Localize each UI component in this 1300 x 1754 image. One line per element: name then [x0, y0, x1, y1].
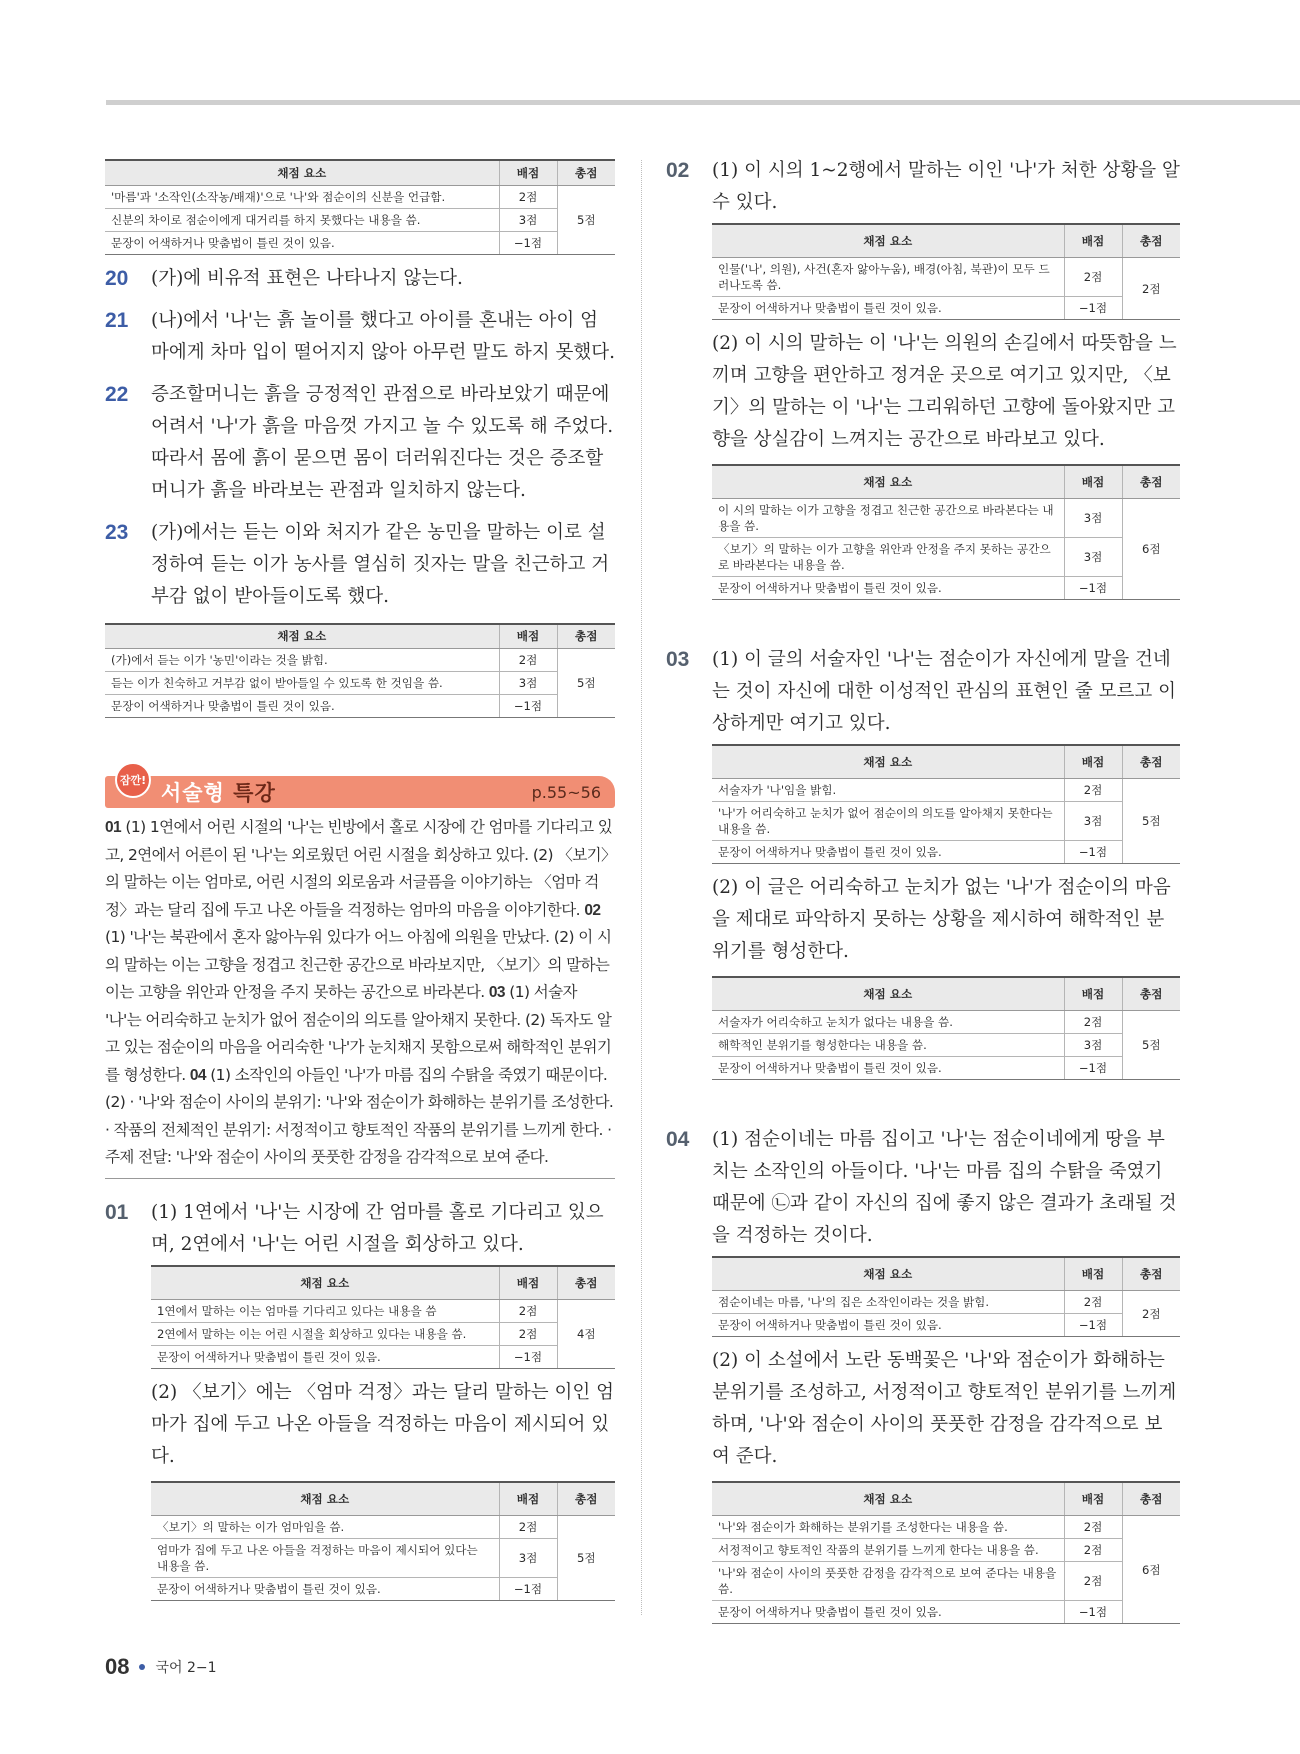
criteria-cell: (가)에서 듣는 이가 '농민'이라는 것을 밝힘.	[105, 649, 499, 672]
header-total: 총점	[557, 160, 615, 185]
header-criteria: 채점 요소	[151, 1482, 499, 1516]
answer-20	[105, 263, 615, 295]
score-table-04-1	[712, 1256, 1180, 1337]
criteria-cell: 〈보기〉의 말하는 이가 엄마임을 씀.	[151, 1515, 499, 1538]
points-cell: −1점	[499, 695, 557, 718]
header-points: 배점	[499, 624, 557, 649]
answer-text: 증조할머니는 흙을 긍정적인 관점으로 바라보았기 때문에 어려서 '나'가 흙을 마음껏 가지고 놀 수 있도록 해 주었다. 따라서 몸에 흙이 묻으면 몸이 더러워진다는 것은 증조할머니가 흙을 바라보는 관점과 일치하지 않는다.	[151, 383, 614, 501]
table-row	[151, 1322, 615, 1345]
answer-01	[105, 1197, 615, 1609]
criteria-cell: 이 시의 말하는 이가 고향을 정겹고 친근한 공간으로 바라본다는 내용을 씀.	[712, 499, 1064, 538]
table-row	[712, 1291, 1180, 1314]
score-table-02-1	[712, 223, 1180, 320]
points-cell: −1점	[499, 1577, 557, 1600]
score-table-header	[712, 1257, 1180, 1291]
criteria-cell: 문장이 어색하거나 맞춤법이 틀린 것이 있음.	[712, 297, 1064, 320]
criteria-cell: 문장이 어색하거나 맞춤법이 틀린 것이 있음.	[151, 1345, 499, 1368]
table-row	[712, 802, 1180, 841]
points-cell: −1점	[499, 231, 557, 254]
score-table-02-2	[712, 464, 1180, 600]
criteria-cell: 점순이네는 마름, '나'의 집은 소작인이라는 것을 밝힘.	[712, 1291, 1064, 1314]
score-table-01-2	[151, 1481, 615, 1601]
answer-body	[712, 155, 1180, 608]
special-badge: 잠깐!	[115, 762, 151, 798]
table-row	[105, 695, 615, 718]
score-table-19	[105, 159, 615, 255]
header-criteria: 채점 요소	[712, 745, 1064, 779]
special-item-number: 02	[584, 901, 601, 919]
answer-21	[105, 305, 615, 369]
points-cell: 3점	[499, 208, 557, 231]
header-points: 배점	[499, 1482, 557, 1516]
header-total: 총점	[1122, 1257, 1180, 1291]
table-row	[105, 649, 615, 672]
score-table-01-1	[151, 1265, 615, 1369]
header-criteria: 채점 요소	[151, 1266, 499, 1300]
score-table-header	[105, 624, 615, 649]
points-cell: 2점	[499, 1515, 557, 1538]
table-row	[712, 1539, 1180, 1562]
score-table-03-1	[712, 744, 1180, 864]
criteria-cell: 인물('나', 의원), 사건(혼자 앓아누움), 배경(아침, 북관)이 모두 드러나도록 씀.	[712, 258, 1064, 297]
score-table-04-2	[712, 1481, 1180, 1624]
header-points: 배점	[1064, 1482, 1122, 1516]
answer-part-2: (2) 이 시의 말하는 이 '나'는 의원의 손길에서 따뜻함을 느끼며 고향을 편안하고 정겨운 곳으로 여기고 있지만, 〈보기〉의 말하는 이 '나'는 그리워하던 고향에 돌아왔지만 고향을 상실감이 느껴지는 공간으로 바라보고 있다.	[712, 333, 1177, 450]
answer-03	[666, 644, 1180, 1088]
criteria-cell: 듣는 이가 친숙하고 거부감 없이 받아들일 수 있도록 한 것임을 씀.	[105, 672, 499, 695]
points-cell: 3점	[499, 1538, 557, 1577]
question-number: 04	[666, 1128, 690, 1151]
criteria-cell: 해학적인 분위기를 형성한다는 내용을 씀.	[712, 1034, 1064, 1057]
answer-text: (가)에서는 듣는 이와 처지가 같은 농민을 말하는 이로 설정하여 듣는 이가 농사를 열심히 짓자는 말을 친근하고 거부감 없이 받아들이도록 했다.	[151, 521, 610, 607]
special-item-number: 01	[105, 819, 122, 836]
special-page-ref: p.55~56	[531, 782, 601, 802]
right-column	[666, 155, 1180, 1642]
score-table-header	[151, 1482, 615, 1516]
answer-text: (가)에 비유적 표현은 나타나지 않는다.	[151, 267, 463, 289]
criteria-cell: 문장이 어색하거나 맞춤법이 틀린 것이 있음.	[712, 841, 1064, 864]
special-title	[161, 777, 276, 807]
header-total: 총점	[1122, 224, 1180, 258]
score-table-header	[712, 224, 1180, 258]
header-criteria: 채점 요소	[105, 624, 499, 649]
special-item-text: (1) '나'는 북관에서 혼자 앓아누워 있다가 어느 아침에 의원을 만났다. (2) 이 시의 말하는 이는 고향을 정겹고 친근한 공간으로 바라보지만, 〈보기〉의 말하는 이는 고향을 위안과 안정을 주지 못하는 공간으로 바라본다.	[105, 928, 612, 1001]
left-column	[105, 155, 615, 1619]
points-cell: 3점	[1064, 499, 1122, 538]
points-cell: 2점	[1064, 1539, 1122, 1562]
criteria-cell: 신분의 차이로 점순이에게 대거리를 하지 못했다는 내용을 씀.	[105, 208, 499, 231]
criteria-cell: 서정적이고 향토적인 작품의 분위기를 느끼게 한다는 내용을 씀.	[712, 1539, 1064, 1562]
book-title: 국어 2−1	[155, 1660, 217, 1676]
top-rule	[106, 100, 1300, 105]
criteria-cell: 문장이 어색하거나 맞춤법이 틀린 것이 있음.	[151, 1577, 499, 1600]
table-row	[712, 297, 1180, 320]
total-cell: 2점	[1122, 258, 1180, 320]
score-table-header	[105, 160, 615, 185]
header-total: 총점	[557, 624, 615, 649]
points-cell: 2점	[1064, 1516, 1122, 1539]
criteria-cell: 엄마가 집에 두고 나온 아들을 걱정하는 마음이 제시되어 있다는 내용을 씀.	[151, 1538, 499, 1577]
criteria-cell: 서술자가 '나'임을 밝힘.	[712, 779, 1064, 802]
points-cell: 2점	[499, 1299, 557, 1322]
column-divider	[641, 160, 642, 1615]
score-table-header	[712, 745, 1180, 779]
points-cell: 2점	[1064, 779, 1122, 802]
bullet-dot-icon	[139, 1664, 145, 1670]
criteria-cell: 서술자가 어리숙하고 눈치가 없다는 내용을 씀.	[712, 1011, 1064, 1034]
table-row	[151, 1345, 615, 1368]
header-points: 배점	[499, 1266, 557, 1300]
table-row	[712, 1314, 1180, 1337]
question-number: 23	[105, 520, 129, 544]
score-table-header	[712, 977, 1180, 1011]
header-points: 배점	[499, 160, 557, 185]
criteria-cell: '나'가 어리숙하고 눈치가 없어 점순이의 의도를 알아채지 못한다는 내용을 씀.	[712, 802, 1064, 841]
header-criteria: 채점 요소	[712, 465, 1064, 499]
points-cell: −1점	[1064, 577, 1122, 600]
header-total: 총점	[1122, 977, 1180, 1011]
special-item-text: (1) 소작인의 아들인 '나'가 마름 집의 수탉을 죽였기 때문이다. (2) · '나'와 점순이 사이의 분위기: '나'와 점순이가 화해하는 분위기를 조성한다. · 작품의 전체적인 분위기: 서정적이고 향토적인 작품의 분위기를 느끼게 한다. · 주제 전달: '나'와 점순이 사이의 풋풋한 감정을 감각적으로 보여 준다.	[105, 1065, 614, 1166]
points-cell: −1점	[1064, 1601, 1122, 1624]
table-row	[105, 672, 615, 695]
header-criteria: 채점 요소	[712, 1482, 1064, 1516]
special-item-number: 04	[189, 1066, 206, 1084]
answer-body	[712, 1124, 1180, 1632]
answer-02	[666, 155, 1180, 608]
points-cell: 3점	[1064, 1034, 1122, 1057]
criteria-cell: 문장이 어색하거나 맞춤법이 틀린 것이 있음.	[105, 231, 499, 254]
header-points: 배점	[1064, 745, 1122, 779]
total-cell: 5점	[557, 649, 615, 718]
criteria-cell: 2연에서 말하는 이는 어린 시절을 회상하고 있다는 내용을 씀.	[151, 1322, 499, 1345]
question-number: 01	[105, 1200, 129, 1224]
table-row	[712, 1057, 1180, 1080]
answer-04	[666, 1124, 1180, 1632]
table-row	[151, 1538, 615, 1577]
answer-body	[712, 644, 1180, 1088]
score-table-23	[105, 623, 615, 719]
question-number: 21	[105, 308, 129, 332]
answer-part-2: (2) 이 소설에서 노란 동백꽃은 '나'와 점순이가 화해하는 분위기를 조성하고, 서정적이고 향토적인 분위기를 느끼게 하며, '나'와 점순이 사이의 풋풋한 감정을 감각적으로 보여 준다.	[712, 1350, 1177, 1467]
question-number: 20	[105, 266, 129, 290]
criteria-cell: 문장이 어색하거나 맞춤법이 틀린 것이 있음.	[712, 577, 1064, 600]
special-lecture-header	[105, 776, 615, 808]
header-criteria: 채점 요소	[712, 1257, 1064, 1291]
points-cell: −1점	[499, 1345, 557, 1368]
header-points: 배점	[1064, 1257, 1122, 1291]
table-row	[105, 208, 615, 231]
header-total: 총점	[1122, 465, 1180, 499]
total-cell: 5점	[557, 1515, 615, 1600]
criteria-cell: '마름'과 '소작인(소작농/배재)'으로 '나'와 점순이의 신분을 언급함.	[105, 185, 499, 208]
table-row	[151, 1577, 615, 1600]
points-cell: 2점	[1064, 258, 1122, 297]
table-row	[712, 1034, 1180, 1057]
table-row	[105, 185, 615, 208]
special-lecture-section	[105, 776, 615, 1179]
header-total: 총점	[1122, 745, 1180, 779]
criteria-cell: '나'와 점순이가 화해하는 분위기를 조성한다는 내용을 씀.	[712, 1516, 1064, 1539]
criteria-cell: 문장이 어색하거나 맞춤법이 틀린 것이 있음.	[712, 1601, 1064, 1624]
header-points: 배점	[1064, 465, 1122, 499]
points-cell: −1점	[1064, 297, 1122, 320]
special-title-a: 서술형	[161, 781, 225, 805]
special-item-text: (1) 서술자 '나'는 어리숙하고 눈치가 없어 점순이의 의도를 알아채지 못한다. (2) 독자도 알고 있는 점순이의 마음을 어리숙한 '나'가 눈치채지 못함으로써 해학적인 분위기를 형성한다.	[105, 983, 612, 1084]
question-number: 02	[666, 159, 690, 182]
answer-part-1: (1) 1연에서 '나'는 시장에 간 엄마를 홀로 기다리고 있으며, 2연에서 '나'는 어린 시절을 회상하고 있다.	[151, 1201, 604, 1255]
table-row	[712, 841, 1180, 864]
table-row	[151, 1515, 615, 1538]
header-total: 총점	[557, 1266, 615, 1300]
score-table-header	[712, 465, 1180, 499]
points-cell: 2점	[1064, 1291, 1122, 1314]
points-cell: 2점	[1064, 1562, 1122, 1601]
points-cell: 3점	[499, 672, 557, 695]
criteria-cell: 〈보기〉의 말하는 이가 고향을 위안과 안정을 주지 못하는 공간으로 바라본다는 내용을 씀.	[712, 538, 1064, 577]
special-item-number: 03	[488, 984, 505, 1001]
points-cell: −1점	[1064, 1314, 1122, 1337]
question-number: 03	[666, 648, 690, 671]
special-title-b: 특강	[233, 781, 276, 805]
criteria-cell: 문장이 어색하거나 맞춤법이 틀린 것이 있음.	[712, 1057, 1064, 1080]
table-row	[151, 1299, 615, 1322]
answer-part-1: (1) 이 글의 서술자인 '나'는 점순이가 자신에게 말을 건네는 것이 자신에 대한 이성적인 관심의 표현인 줄 모르고 이상하게만 여기고 있다.	[712, 649, 1176, 734]
points-cell: 2점	[499, 649, 557, 672]
total-cell: 6점	[1122, 499, 1180, 600]
total-cell: 6점	[1122, 1516, 1180, 1624]
special-lecture-body	[105, 808, 615, 1179]
criteria-cell: '나'와 점순이 사이의 풋풋한 감정을 감각적으로 보여 준다는 내용을 씀.	[712, 1562, 1064, 1601]
points-cell: −1점	[1064, 1057, 1122, 1080]
table-row	[712, 1601, 1180, 1624]
total-cell: 5점	[1122, 1011, 1180, 1080]
answer-part-2: (2) 〈보기〉에는 〈엄마 걱정〉과는 달리 말하는 이인 엄마가 집에 두고 나온 아들을 걱정하는 마음이 제시되어 있다.	[151, 1381, 615, 1467]
answer-23	[105, 517, 615, 613]
points-cell: 3점	[1064, 538, 1122, 577]
header-total: 총점	[1122, 1482, 1180, 1516]
answer-part-1: (1) 이 시의 1~2행에서 말하는 이인 '나'가 처한 상황을 알 수 있다.	[712, 160, 1180, 213]
header-total: 총점	[557, 1482, 615, 1516]
table-row	[712, 577, 1180, 600]
answer-text: (나)에서 '나'는 흙 놀이를 했다고 아이를 혼내는 아이 엄마에게 차마 입이 떨어지지 않아 아무런 말도 하지 못했다.	[151, 309, 615, 363]
table-row	[712, 1516, 1180, 1539]
total-cell: 5점	[1122, 779, 1180, 864]
points-cell: −1점	[1064, 841, 1122, 864]
score-table-header	[712, 1482, 1180, 1516]
criteria-cell: 1연에서 말하는 이는 엄마를 기다리고 있다는 내용을 씀	[151, 1299, 499, 1322]
criteria-cell: 문장이 어색하거나 맞춤법이 틀린 것이 있음.	[105, 695, 499, 718]
page-footer	[105, 1654, 217, 1680]
question-number: 22	[105, 382, 129, 406]
header-points: 배점	[1064, 977, 1122, 1011]
table-row	[712, 1011, 1180, 1034]
total-cell: 2점	[1122, 1291, 1180, 1337]
table-row	[105, 231, 615, 254]
points-cell: 2점	[499, 185, 557, 208]
answer-body	[151, 1197, 615, 1609]
answer-part-1: (1) 점순이네는 마름 집이고 '나'는 점순이네에게 땅을 부치는 소작인의 아들이다. '나'는 마름 집의 수탉을 죽였기 때문에 ㉡과 같이 자신의 집에 좋지 않은 결과가 초래될 것을 걱정하는 것이다.	[712, 1129, 1177, 1246]
table-row	[712, 779, 1180, 802]
criteria-cell: 문장이 어색하거나 맞춤법이 틀린 것이 있음.	[712, 1314, 1064, 1337]
table-row	[712, 1562, 1180, 1601]
header-points: 배점	[1064, 224, 1122, 258]
table-row	[712, 258, 1180, 297]
table-row	[712, 538, 1180, 577]
special-item-text: (1) 1연에서 어린 시절의 '나'는 빈방에서 홀로 시장에 간 엄마를 기다리고 있고, 2연에서 어른이 된 '나'는 외로웠던 어린 시절을 회상하고 있다. (2) 〈보기〉의 말하는 이는 엄마로, 어린 시절의 외로움과 서글픔을 이야기하는 〈엄마 걱정〉과는 달리 집에 두고 나온 아들을 걱정하는 엄마의 마음을 이야기한다.	[105, 818, 613, 919]
points-cell: 2점	[499, 1322, 557, 1345]
header-criteria: 채점 요소	[105, 160, 499, 185]
answer-part-2: (2) 이 글은 어리숙하고 눈치가 없는 '나'가 점순이의 마음을 제대로 파악하지 못하는 상황을 제시하여 해학적인 분위기를 형성한다.	[712, 877, 1171, 962]
answer-22	[105, 379, 615, 507]
points-cell: 3점	[1064, 802, 1122, 841]
score-table-03-2	[712, 976, 1180, 1080]
header-criteria: 채점 요소	[712, 224, 1064, 258]
total-cell: 5점	[557, 185, 615, 254]
table-row	[712, 499, 1180, 538]
total-cell: 4점	[557, 1299, 615, 1368]
header-criteria: 채점 요소	[712, 977, 1064, 1011]
points-cell: 2점	[1064, 1011, 1122, 1034]
score-table-header	[151, 1266, 615, 1300]
page-number: 08	[105, 1654, 130, 1679]
